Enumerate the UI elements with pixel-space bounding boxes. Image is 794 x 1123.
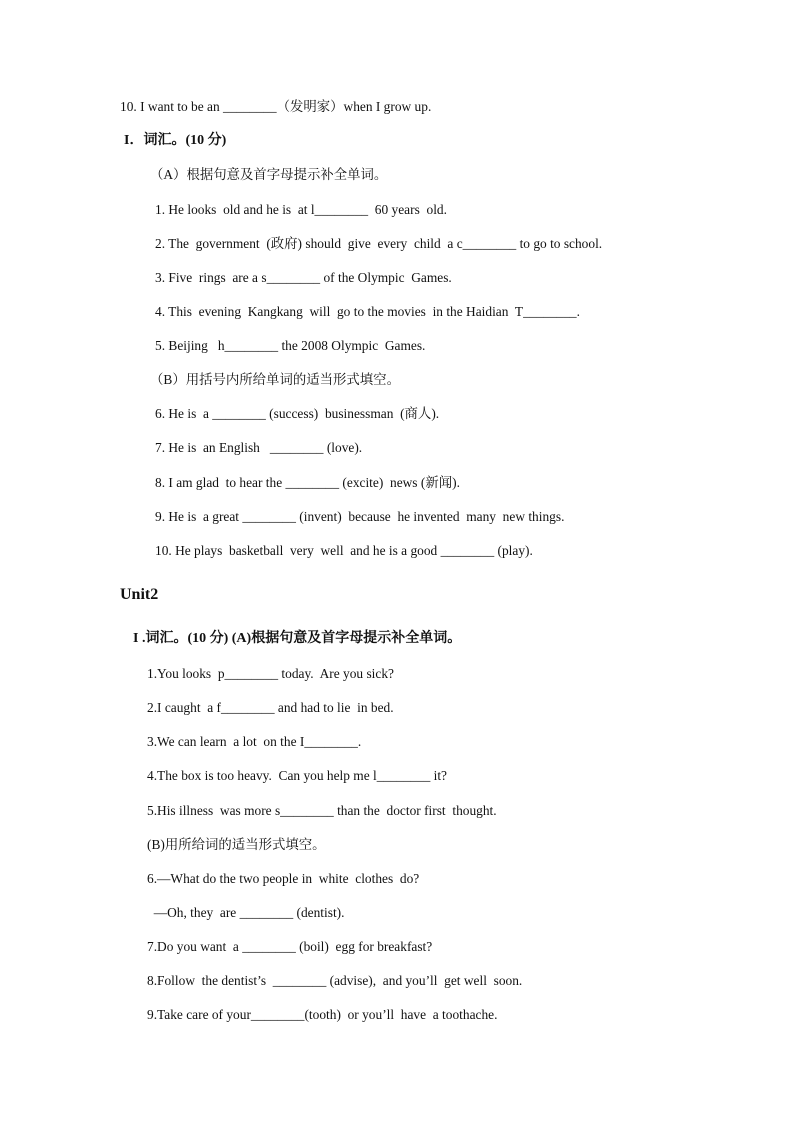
list-item: 1. He looks old and he is at l________ 60 years old. <box>155 202 447 217</box>
list-item: 9. He is a great ________ (invent) because he invented many new things. <box>155 509 565 524</box>
list-item: 4. This evening Kangkang will go to the movies in the Haidian T________. <box>155 304 580 319</box>
list-item: —Oh, they are ________ (dentist). <box>147 905 345 920</box>
list-item: 4.The box is too heavy. Can you help me l________ it? <box>147 768 448 783</box>
list-item: 10. He plays basketball very well and he is a good ________ (play). <box>155 543 533 558</box>
list-item: 2.I caught a f________ and had to lie in bed. <box>147 700 394 715</box>
list-item: 3. Five rings are a s________ of the Olympic Games. <box>155 270 452 285</box>
part-a-instruction: （A）根据句意及首字母提示补全单词。 <box>150 167 388 182</box>
list-item: 8.Follow the dentist’s ________ (advise), and you’ll get well soon. <box>147 973 523 988</box>
list-item: 8. I am glad to hear the ________ (excite) news (新闻). <box>155 475 460 490</box>
unit2-part-b-instruction: (B)用所给词的适当形式填空。 <box>147 837 326 852</box>
section-title: I．词汇。(10 分) <box>124 133 227 148</box>
question-10-top: 10. I want to be an ________（发明家）when I grow up. <box>120 99 432 114</box>
list-item: 7. He is an English ________ (love). <box>155 440 363 455</box>
list-item: 2. The government (政府) should give every child a c________ to go to school. <box>155 236 603 251</box>
list-item: 1.You looks p________ today. Are you sick? <box>147 666 394 681</box>
list-item: 7.Do you want a ________ (boil) egg for breakfast? <box>147 939 433 954</box>
list-item: 3.We can learn a lot on the I________. <box>147 734 362 749</box>
list-item: 9.Take care of your________(tooth) or you’ll have a toothache. <box>147 1007 498 1022</box>
part-b-instruction: （B）用括号内所给单词的适当形式填空。 <box>150 372 400 387</box>
unit-heading: Unit2 <box>120 586 159 603</box>
list-item: 5.His illness was more s________ than the doctor first thought. <box>147 803 497 818</box>
list-item: 6. He is a ________ (success) businessman (商人). <box>155 406 440 421</box>
unit2-section-title: I .词汇。(10 分) (A)根据句意及首字母提示补全单词。 <box>133 631 462 646</box>
list-item: 6.—What do the two people in white clothes do? <box>147 871 420 886</box>
list-item: 5. Beijing h________ the 2008 Olympic Games. <box>155 338 426 353</box>
